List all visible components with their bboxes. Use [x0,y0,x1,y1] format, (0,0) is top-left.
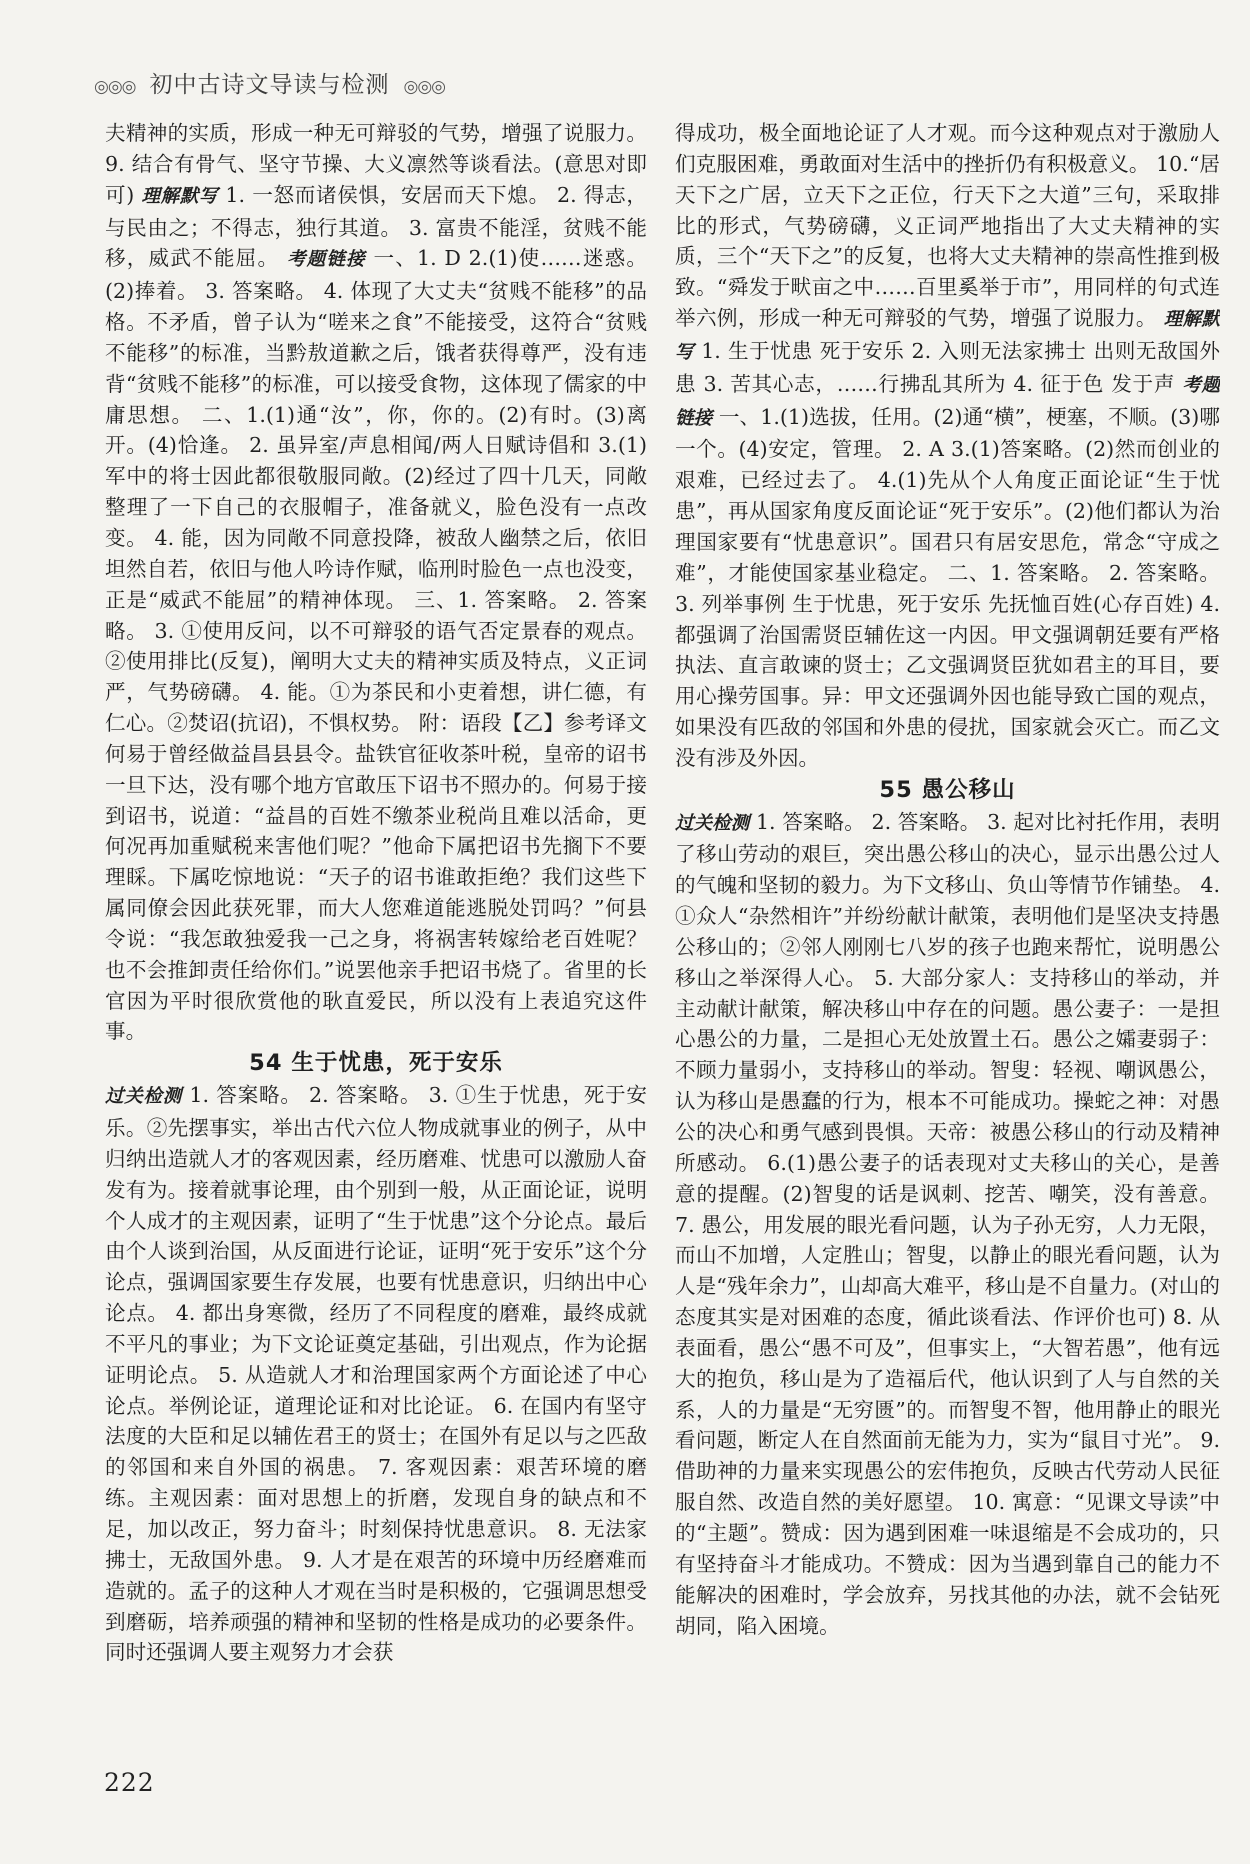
label-kaoti-lianjie: 考题链接 [286,249,366,271]
label-kaoti-lianjie: 考题链接 [675,374,1220,429]
text-block: 1. 答案略。 2. 答案略。 3. 起对比衬托作用，表明了移山劳动的艰巨，突出愚公移山的决心，显示出愚公过人的气魄和坚韧的毅力。为下文移山、负山等情节作铺垫。 4. ①众人“杂然相许”并纷纷献计献策，表明他们是坚决支持愚公移山的；②邻人刚刚七八岁的孩子也跑来帮忙，说明愚公移山之举深得人心。 5. 大部分家人：支持移山的举动，并主动献计献策，解决移山中存在的问题。愚公妻子：一是担心愚公的力量，二是担心无处放置土石。愚公之孀妻弱子：不顾力量弱小，支持移山的举动。智叟：轻视、嘲讽愚公，认为移山是愚蠢的行为，根本不可能成功。操蛇之神：对愚公的决心和勇气感到畏惧。天帝：被愚公移山的行动及精神所感动。 6.(1)愚公妻子的话表现对丈夫移山的关心，是善意的提醒。(2)智叟的话是讽刺、挖苦、嘲笑，没有善意。 7. 愚公，用发展的眼光看问题，认为子孙无穷，人力无限，而山不加增，人定胜山；智叟，以静止的眼光看问题，认为人是“残年余力”，山却高大难平，移山是不自量力。(对山的态度其实是对困难的态度，循此谈看法、作评价也可) 8. 从表面看，愚公“愚不可及”，但事实上，“大智若愚”，他有远大的抱负，移山是为了造福后代，他认识到了人与自然的关系，人的力量是“无穷匮”的。而智叟不智，他用静止的眼光看问题，断定人在自然面前无能为力，实为“鼠目寸光”。 9. 借助神的力量来实现愚公的宏伟抱负，反映古代劳动人民征服自然、改造自然的美好愿望。 10. 寓意：“见课文导读”中的“主题”。赞成：因为遇到困难一味退缩是不会成功的，只有坚持奋斗才能成功。不赞成：因为当遇到靠自己的能力不能解决的困难时，学会放弃，另找其他的办法，就不会钻死胡同，陷入困境。 [675,809,1220,1638]
ornament-left-icon: ◎◎◎ [94,77,136,97]
text-block: 一、1.(1)选拔，任用。(2)通“横”，梗塞，不顺。(3)哪一个。(4)安定，管理。 2. A 3.(1)答案略。(2)然而创业的艰难，已经过去了。 4.(1)先从个人角度正面论证“生于忧患”，再从国家角度反面论证“死于安乐”。(2)他们都认为治理国家要有“忧患意识”。国君只有居安思危，常念“守成之难”，才能使国家基业稳定。 二、1. 答案略。 2. 答案略。 3. 列举事例 生于忧患，死于安乐 先抚恤百姓(心存百姓) 4. 都强调了治国需贤臣辅佐这一内因。甲文强调朝廷要有严格执法、直言敢谏的贤士；乙文强调贤臣犹如君主的耳目，要用心操劳国事。异：甲文还强调外因也能导致亡国的观点，如果没有匹敌的邻国和外患的侵扰，国家就会灭亡。而乙文没有涉及外因。 [675,404,1220,770]
text-block: 夫精神的实质，形成一种无可辩驳的气势，增强了说服力。 9. 结合有骨气、坚守节操、大义凛然等谈看法。(意思对即可) [105,121,647,207]
label-guoguan-jiance: 过关检测 [675,812,750,834]
page-number: 222 [104,1768,155,1797]
section-title-54: 54 生于忧患，死于安乐 [249,1050,503,1077]
paragraph [675,118,1220,774]
running-header [94,66,445,99]
label-lijie-moxie: 理解默写 [675,309,1220,363]
text-block: 得成功，极全面地论证了人才观。而今这种观点对于激励人们克服困难，勇敢面对生活中的挫折仍有积极意义。 10.“居天下之广居，立天下之正位，行天下之大道”三句，采取排比的形式，气势磅礴，义正词严地指出了大丈夫精神的实质，三个“天下之”的反复，也将大丈夫精神的崇高性推到极致。“舜发于畎亩之中……百里奚举于市”，用同样的句式连举六例，形成一种无可辩驳的气势，增强了说服力。 [675,121,1220,331]
text-block: 1. 一怒而诸侯惧，安居而天下熄。 2. 得志，与民由之；不得志，独行其道。 3. 富贵不能淫，贫贱不能移，威武不能屈。 [105,182,647,271]
text-block: 1. 答案略。 2. 答案略。 3. ①生于忧患，死于安乐。②先摆事实，举出古代六位人物成就事业的例子，从中归纳出造就人才的客观因素，经历磨难、忧患可以激励人奋发有为。接着就事论理，由个别到一般，从正面论证，说明个人成才的主观因素，证明了“生于忧患”这个分论点。最后由个人谈到治国，从反面进行论证，证明“死于安乐”这个分论点，强调国家要生存发展，也要有忧患意识，归纳出中心论点。 4. 都出身寒微，经历了不同程度的磨难，最终成就不平凡的事业；为下文论证奠定基础，引出观点，作为论据证明论点。 5. 从造就人才和治理国家两个方面论述了中心论点。举例论证，道理论证和对比论证。 6. 在国内有坚守法度的大臣和足以辅佐君王的贤士；在国外有足以与之匹敌的邻国和来自外国的祸患。 7. 客观因素：艰苦环境的磨练。主观因素：面对思想上的折磨，发现自身的缺点和不足，加以改正，努力奋斗；时刻保持忧患意识。 8. 无法家拂士，无敌国外患。 9. 人才是在艰苦的环境中历经磨难而造就的。孟子的这种人才观在当时是积极的，它强调思想受到磨砺，培养顽强的精神和坚韧的性格是成功的必要条件。同时还强调人要主观努力才会获 [105,1083,647,1665]
label-lijie-moxie: 理解默写 [141,185,219,207]
text-block: 一、1. D 2.(1)使……迷惑。(2)捧着。 3. 答案略。 4. 体现了大丈夫“贫贱不能移”的品格。不矛盾，曾子认为“嗟来之食”不能接受，这符合“贫贱不能移”的标准，当黔敖道歉之后，饿者获得尊严，没有违背“贫贱不能移”的标准，可以接受食物，这体现了儒家的中庸思想。 二、1.(1)通“汝”，你，你的。(2)有时。(3)离开。(4)恰逢。 2. 虽异室/声息相闻/两人日赋诗倡和 3.(1)军中的将士因此都很敬服同敞。(2)经过了四十几天，同敞整理了一下自己的衣服帽子，准备就义，脸色没有一点改变。 4. 能，因为同敞不同意投降，被敌人幽禁之后，依旧坦然自若，依旧与他人吟诗作赋，临刑时脸色一点也没变，正是“威武不能屈”的精神体现。 三、1. 答案略。 2. 答案略。 3. ①使用反问，以不可辩驳的语气否定景春的观点。②使用排比(反复)，阐明大丈夫的精神实质及特点，义正词严，气势磅礴。 4. 能。①为茶民和小吏着想，讲仁德，有仁心。②焚诏(抗诏)，不惧权势。 附：语段【乙】参考译文 何易于曾经做益昌县县令。盐铁官征收茶叶税，皇帝的诏书一旦下达，没有哪个地方官敢压下诏书不照办的。何易于接到诏书，说道：“益昌的百姓不缴茶业税尚且难以活命，更何况再加重赋税来害他们呢？”他命下属把诏书先搁下不要理睬。下属吃惊地说：“天子的诏书谁敢拒绝？我们这些下属同僚会因此获死罪，而大人您难道能逃脱处罚吗？”何县令说：“我怎敢独爱我一己之身，将祸害转嫁给老百姓呢？也不会推卸责任给你们。”说罢他亲手把诏书烧了。省里的长官因为平时很欣赏他的耿直爱民，所以没有上表追究这件事。 [105,246,647,1044]
label-guoguan-jiance: 过关检测 [105,1086,183,1108]
paragraph [105,118,647,1047]
paragraph [105,1080,647,1668]
ornament-right-icon: ◎◎◎ [403,77,446,97]
section-title-55: 55 愚公移山 [879,776,1016,803]
book-title: 初中古诗文导读与检测 [149,72,390,98]
text-block: 1. 生于忧患 死于安乐 2. 入则无法家拂士 出则无敌国外患 3. 苦其心志，……行拂乱其所为 4. 征于色 发于声 [675,338,1220,396]
paragraph [675,807,1220,1642]
left-column [105,118,647,1713]
right-column [675,118,1220,1713]
